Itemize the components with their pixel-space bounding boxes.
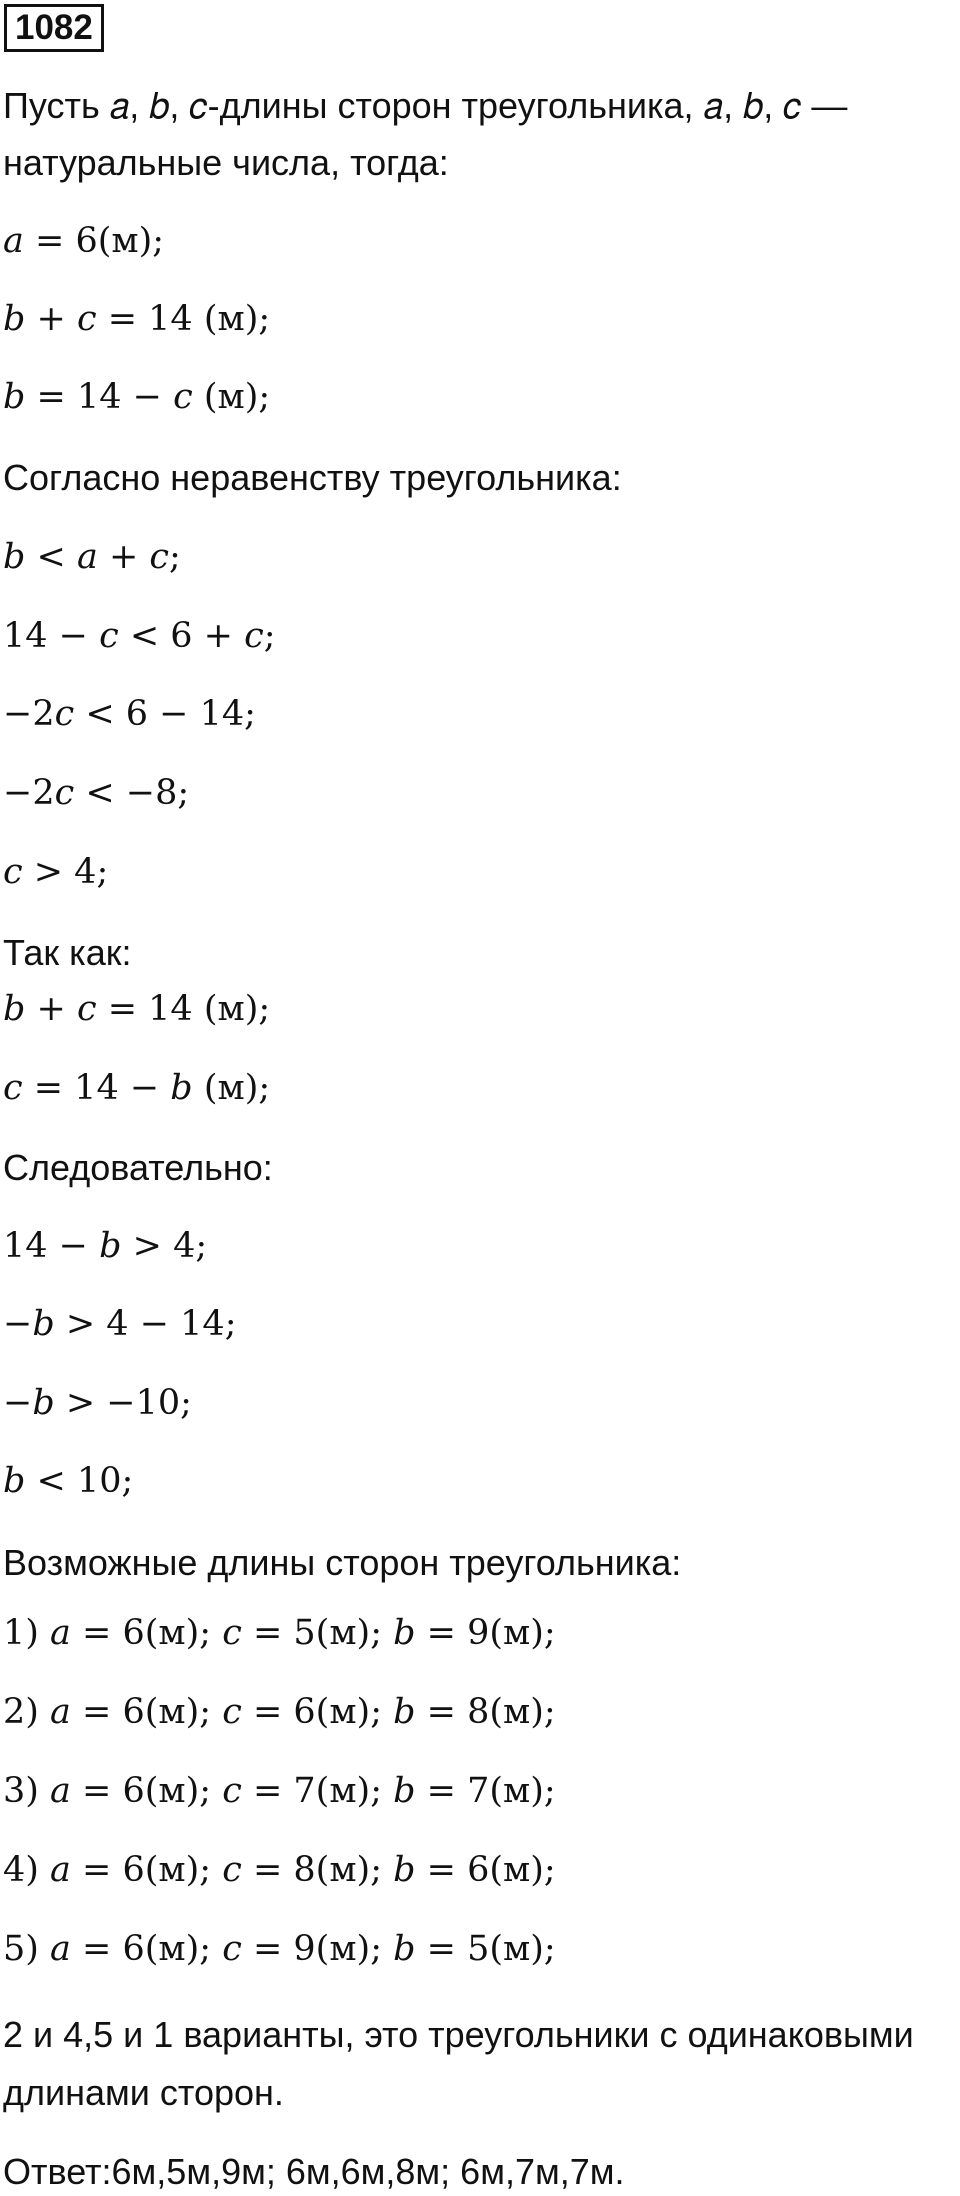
math-line-23: 3) 𝑎 = 6(м); 𝑐 = 7(м); 𝑏 = 7(м); <box>3 1771 556 1811</box>
math-line-25: 5) 𝑎 = 6(м); 𝑐 = 9(м); 𝑏 = 5(м); <box>3 1929 556 1969</box>
math-line-10: −2𝑐 < −8; <box>3 773 190 813</box>
math-line-11: 𝑐 > 4; <box>3 852 109 892</box>
math-line-24: 4) 𝑎 = 6(м); 𝑐 = 8(м); 𝑏 = 6(м); <box>3 1850 556 1890</box>
text-line-2: натуральные числа, тогда: <box>3 142 449 183</box>
math-line-18: −𝑏 > −10; <box>3 1383 192 1423</box>
math-line-14: 𝑐 = 14 − 𝑏 (м); <box>3 1068 271 1108</box>
math-line-22: 2) 𝑎 = 6(м); 𝑐 = 6(м); 𝑏 = 8(м); <box>3 1692 556 1732</box>
text-line-6: Согласно неравенству треугольника: <box>3 457 622 498</box>
math-line-5: 𝑏 = 14 − 𝑐 (м); <box>3 377 271 417</box>
math-line-19: 𝑏 < 10; <box>3 1461 134 1501</box>
text-line-1: Пусть 𝑎, 𝑏, 𝑐-длины сторон треугольника, 𝑎, 𝑏, 𝑐 — <box>3 85 848 126</box>
answer-line: Ответ:6м,5м,9м; 6м,6м,8м; 6м,7м,7м. <box>3 2151 625 2192</box>
text-line-20: Возможные длины сторон треугольника: <box>3 1542 682 1583</box>
math-line-17: −𝑏 > 4 − 14; <box>3 1304 237 1344</box>
text-line-15: Следовательно: <box>3 1147 273 1188</box>
math-line-4: 𝑏 + 𝑐 = 14 (м); <box>3 299 271 339</box>
math-line-3: 𝑎 = 6(м); <box>3 221 165 261</box>
math-line-21: 1) 𝑎 = 6(м); 𝑐 = 5(м); 𝑏 = 9(м); <box>3 1613 556 1653</box>
math-line-8: 14 − 𝑐 < 6 + 𝑐; <box>3 616 276 656</box>
math-line-9: −2𝑐 < 6 − 14; <box>3 694 256 734</box>
text-line-26: 2 и 4,5 и 1 варианты, это треугольники с одинаковыми <box>3 2014 914 2055</box>
math-line-7: 𝑏 < 𝑎 + 𝑐; <box>3 537 181 577</box>
text-line-12: Так как: <box>3 932 132 973</box>
math-line-13: 𝑏 + 𝑐 = 14 (м); <box>3 989 271 1029</box>
problem-number-box: 1082 <box>4 4 104 52</box>
math-line-16: 14 − 𝑏 > 4; <box>3 1226 208 1266</box>
text-line-27: длинами сторон. <box>3 2072 284 2113</box>
